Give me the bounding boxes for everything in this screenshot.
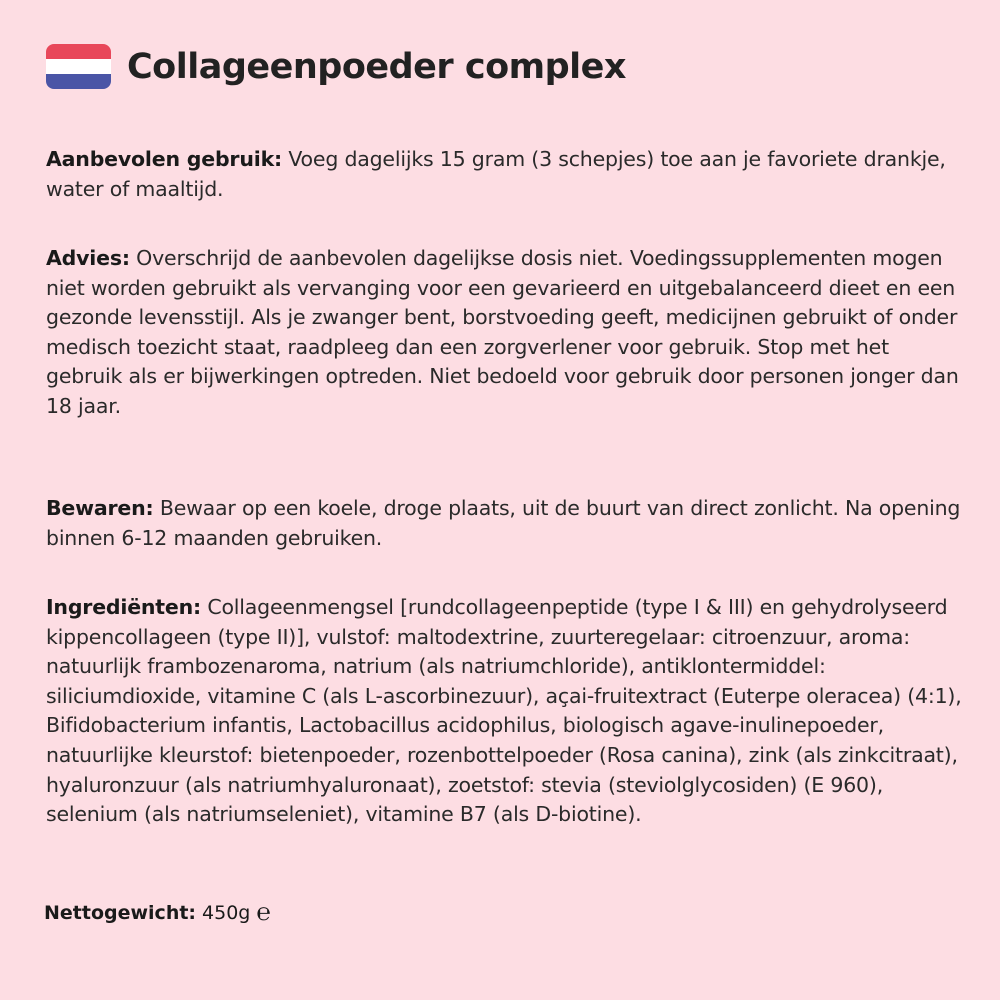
storage-section xyxy=(46,494,966,553)
usage-label: Aanbevolen gebruik: xyxy=(46,147,282,171)
net-weight xyxy=(44,898,271,928)
header xyxy=(46,44,626,89)
page-title: Collageenpoeder complex xyxy=(127,46,626,87)
netherlands-flag-icon xyxy=(46,44,111,89)
usage-section xyxy=(46,145,966,204)
ingredients-section xyxy=(46,593,966,830)
advice-label: Advies: xyxy=(46,246,130,270)
ingredients-label: Ingrediënten: xyxy=(46,595,202,619)
net-weight-label: Nettogewicht: xyxy=(44,902,197,924)
storage-label: Bewaren: xyxy=(46,496,154,520)
ingredients-text: Collageenmengsel [rundcollageenpeptide (type I & III) en gehydrolyseerd kippencollageen (type II)], vulstof: maltodextrine, zuurteregelaar: citroenzuur, aroma: natuurlijk frambozenaroma, natrium (als natriumchloride), antiklontermiddel: siliciumdioxide, vitamine C (als L-ascorbinezuur), açai-fruitextract (Euterpe oleracea) (4:1), Bifidobacterium infantis, Lactobacillus acidophilus, biologisch agave-inulinepoeder, natuurlijke kleurstof: bietenpoeder, rozenbottelpoeder (Rosa canina), zink (als zinkcitraat), hyaluronzuur (als natriumhyaluronaat), zoetstof: stevia (steviolglycosiden) (E 960), selenium (als natriumseleniet), vitamine B7 (als D-biotine). xyxy=(46,595,962,827)
storage-text: Bewaar op een koele, droge plaats, uit de buurt van direct zonlicht. Na opening binnen 6-12 maanden gebruiken. xyxy=(46,496,961,550)
advice-text: Overschrijd de aanbevolen dagelijkse dosis niet. Voedingssupplementen mogen niet worden gebruikt als vervanging voor een gevarieerd en uitgebalanceerd dieet en een gezonde levensstijl. Als je zwanger bent, borstvoeding geeft, medicijnen gebruikt of onder medisch toezicht staat, raadpleeg dan een zorgverlener voor gebruik. Stop met het gebruik als er bijwerkingen optreden. Niet bedoeld voor gebruik door personen jonger dan 18 jaar. xyxy=(46,246,959,418)
estimated-sign-icon: ℮ xyxy=(256,898,271,926)
usage-text: Voeg dagelijks 15 gram (3 schepjes) toe aan je favoriete drankje, water of maaltijd. xyxy=(46,147,946,201)
net-weight-value: 450g xyxy=(202,902,251,924)
advice-section xyxy=(46,244,966,422)
